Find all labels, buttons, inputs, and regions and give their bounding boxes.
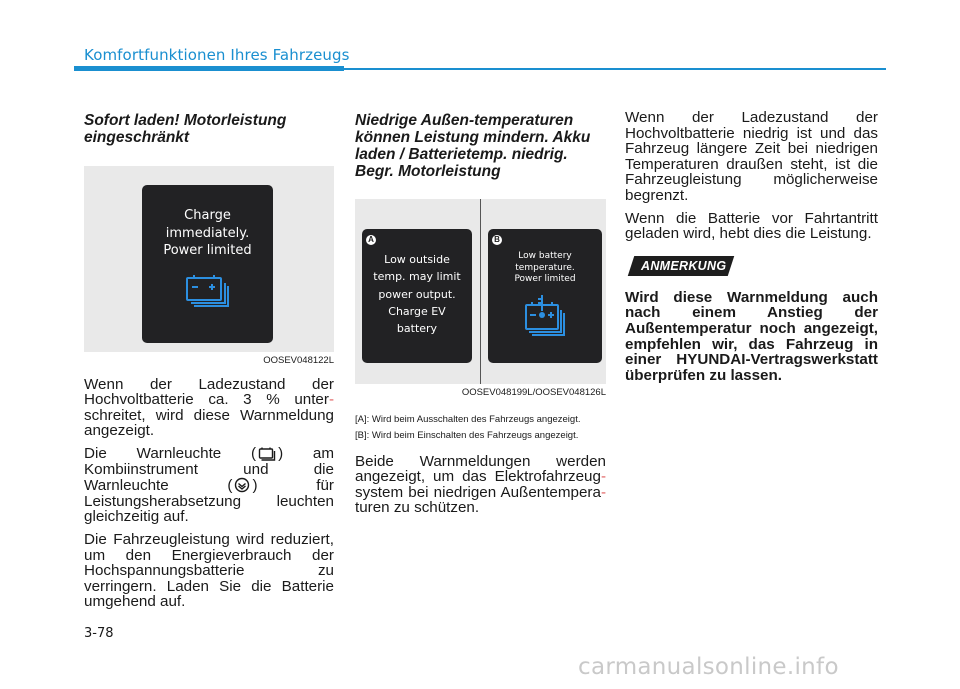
figure-low-temperature: [355, 199, 606, 384]
text-span: Beide Warnmeldungen werden angezeigt, um das Elektrofahrzeug: [355, 452, 606, 486]
display-line: power output.: [378, 287, 456, 301]
page-number: 3-78: [84, 626, 114, 641]
text-span: ) am Kombiinstrument und die Warnleuchte (: [84, 444, 334, 495]
battery-temperature-icon: [524, 293, 566, 337]
battery-warning-light-icon: [258, 446, 276, 461]
display-line: Low battery: [518, 251, 572, 261]
paragraph: Wenn die Batterie vor Fahrtantritt geladen wird, hebt dies die Leistung.: [625, 209, 878, 243]
cluster-display-b: [488, 229, 602, 363]
column-left: [84, 112, 334, 610]
text-span: Die Warnleuchte (: [84, 444, 257, 462]
display-line: Charge EV: [388, 304, 446, 318]
heading-low-temperature: Niedrige Außen-temperaturen können Leistung mindern. Akku laden / Batterietemp. niedrig. Begr. Motorleistung: [355, 112, 591, 180]
paragraph: [84, 377, 334, 439]
caption-b: [B]: Wird beim Einschalten des Fahrzeugs angezeigt.: [355, 429, 579, 441]
header-rule-thin: [344, 68, 886, 70]
paragraph: Die Fahrzeugleistung wird reduziert, um den Energieverbrauch der Hochspannungsbatterie zu verringern. Laden Sie die Batterie umgehend auf.: [84, 530, 334, 611]
text-span: system bei niedrigen Außentempera: [355, 483, 601, 501]
column-right: [625, 110, 878, 383]
hyphen: -: [600, 483, 606, 501]
display-line: immediately.: [165, 225, 250, 241]
power-limit-light-icon: [234, 477, 250, 493]
battery-warning-icon: [185, 273, 231, 309]
note-label-badge: [631, 256, 736, 278]
watermark: carmanualsonline.info: [578, 654, 839, 680]
hyphen: -: [600, 468, 606, 486]
note-label: ANMERKUNG: [641, 258, 727, 273]
text-span: turen zu schützen.: [355, 499, 480, 517]
figure-charge-immediately: [84, 166, 334, 352]
display-line: battery: [396, 322, 438, 336]
display-line: Charge: [184, 208, 231, 223]
header-rule-thick: [74, 66, 344, 71]
figure-divider: [480, 199, 481, 384]
hyphen: -: [328, 391, 334, 409]
caption-a: [A]: Wird beim Ausschalten des Fahrzeugs angezeigt.: [355, 413, 581, 425]
display-line: temperature.: [515, 262, 575, 273]
note-text: Wird diese Warnmeldung auch nach einem Anstieg der Außentemperatur noch angezeigt, empfehlen wir, das Fahrzeug in einer HYUNDAI-Vertragswerkstatt überprüfen zu lassen.: [625, 288, 878, 384]
display-message: [362, 251, 472, 337]
paragraph: [355, 454, 606, 516]
figure-code: OOSEV048199L/OOSEV048126L: [461, 387, 606, 398]
heading-charge-immediately: Sofort laden! Motorleistung eingeschränkt: [84, 112, 287, 146]
section-title: Komfortfunktionen Ihres Fahrzeugs: [84, 46, 350, 64]
cluster-display-a: [362, 229, 472, 363]
text-span: Wenn der Ladezustand der Hochvoltbatterie ca. 3 % unter: [84, 375, 334, 409]
paragraph-warning-lights: [84, 446, 334, 525]
figure-caption: [355, 413, 606, 442]
display-line: Low outside: [384, 253, 450, 266]
text-span: ) für Leistungsherabsetzung leuchten gleichzeitig auf.: [84, 477, 334, 526]
display-line: temp. may limit: [373, 270, 461, 284]
text-span: schreitet, wird diese Warnmeldung angezeigt.: [84, 406, 334, 440]
cluster-display: [142, 185, 273, 343]
badge-b: B: [492, 235, 502, 245]
column-middle: [355, 112, 606, 516]
display-message: [488, 251, 602, 286]
paragraph: Wenn der Ladezustand der Hochvoltbatterie niedrig ist und das Fahrzeug längere Zeit bei niedrigen Temperaturen draußen steht, ist die Fahrzeugleistung möglicherweise begrenzt.: [625, 109, 878, 204]
display-line: Power limited: [163, 243, 252, 258]
figure-code: OOSEV048122L: [263, 355, 334, 366]
display-message: [142, 207, 273, 260]
display-line: Power limited: [514, 274, 576, 284]
badge-a: A: [366, 235, 376, 245]
